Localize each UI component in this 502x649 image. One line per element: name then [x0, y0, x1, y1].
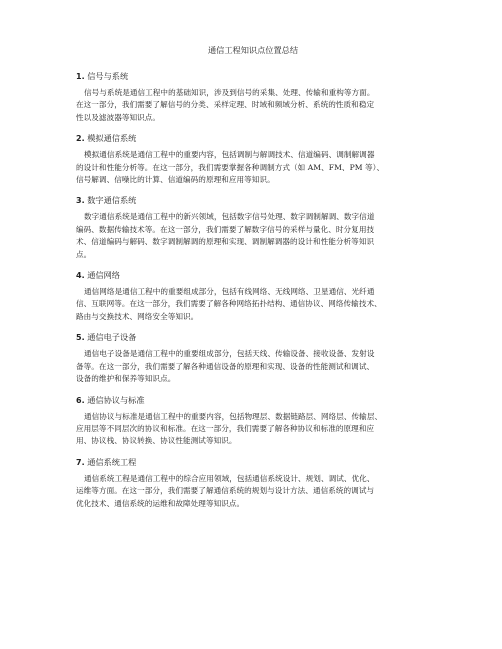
section-body	[76, 149, 430, 186]
body-line: 数字通信系统是通信工程中的新兴领域，包括数字信号处理、数字调制解调、数字信道	[84, 212, 375, 222]
section-number: 2.	[76, 134, 85, 144]
section-heading-text: 通信协议与标准	[87, 394, 145, 405]
section-heading-text: 信号与系统	[87, 71, 129, 81]
section-body	[76, 473, 430, 510]
body-line: 优化技术、通信系统的运维和故障处理等知识点。	[76, 498, 245, 508]
section-communication-networks	[76, 269, 430, 323]
section-number: 7.	[76, 457, 85, 467]
section-heading-text: 模拟通信系统	[87, 133, 137, 144]
body-line: 信号与系统是通信工程中的基础知识，涉及到信号的采集、处理、传输和重构等方面。	[84, 88, 375, 97]
body-line: 信、互联网等。在这一部分，我们需要了解各种网络拓扑结构、通信协议、网络传输技术、	[76, 299, 382, 309]
section-heading-text: 通信网络	[87, 270, 120, 281]
body-line: 用、协议栈、协议转换、协议性能测试等知识。	[76, 436, 237, 446]
section-body	[76, 87, 430, 124]
body-line: 路由与交换技术、网络安全等知识。	[76, 311, 199, 321]
body-line: 通信系统工程是通信工程中的综合应用领域，包括通信系统设计、规划、调试、优化、	[84, 473, 375, 483]
section-body	[76, 348, 430, 385]
body-line: 模拟通信系统是通信工程中的重要内容，包括调制与解调技术、信道编码、调制解调器	[84, 150, 375, 160]
section-body	[76, 211, 430, 261]
section-heading-text: 数字通信系统	[87, 195, 137, 206]
section-heading	[76, 394, 430, 407]
body-line: 性以及滤波器等知识点。	[76, 112, 161, 122]
body-line: 备等。在这一部分，我们需要了解各种通信设备的原理和实现、设备的性能测试和调试、	[76, 361, 375, 371]
body-line: 应用层等不同层次的协议和标准。在这一部分，我们需要了解各种协议和标准的原理和应	[76, 423, 375, 433]
body-line: 术、信道编码与解码、数字调制解调的原理和实现、调制解调器的设计和性能分析等知识	[76, 237, 375, 247]
section-heading-text: 通信系统工程	[87, 456, 137, 467]
section-digital-communication	[76, 194, 430, 261]
section-number: 3.	[76, 196, 85, 206]
body-line: 设备的维护和保养等知识点。	[76, 374, 176, 384]
section-heading	[76, 456, 430, 469]
body-line: 通信协议与标准是通信工程中的重要内容，包括物理层、数据链路层、网络层、传输层、	[84, 411, 383, 421]
body-line: 在这一部分，我们需要了解信号的分类、采样定理、时域和频域分析、系统的性质和稳定	[76, 100, 375, 110]
section-systems-engineering	[76, 456, 430, 510]
section-body	[76, 286, 430, 323]
body-line: 编码、数据传输技术等。在这一部分，我们需要了解数字信号的采样与量化、时分复用技	[76, 224, 375, 234]
section-signals-systems	[76, 70, 430, 124]
section-heading	[76, 132, 430, 145]
body-line: 通信网络是通信工程中的重要组成部分，包括有线网络、无线网络、卫星通信、光纤通	[84, 287, 375, 297]
section-body	[76, 411, 430, 448]
body-line: 信号解调、信噪比的计算、信道编码的原理和应用等知识。	[76, 175, 275, 185]
section-heading	[76, 269, 430, 282]
section-heading	[76, 70, 430, 83]
section-protocols-standards	[76, 394, 430, 448]
body-line: 运维等方面。在这一部分，我们需要了解通信系统的规划与设计方法、通信系统的调试与	[76, 486, 375, 496]
body-line: 点。	[76, 249, 92, 259]
section-heading	[76, 194, 430, 207]
section-communication-equipment	[76, 331, 430, 385]
document-title: 通信工程知识点位置总结	[207, 45, 299, 55]
section-heading	[76, 331, 430, 344]
section-number: 5.	[76, 333, 85, 343]
section-heading-text: 通信电子设备	[87, 332, 137, 343]
body-line: 通信电子设备是通信工程中的重要组成部分，包括天线、传输设备、接收设备、发射设	[84, 349, 375, 359]
section-number: 1.	[76, 72, 85, 81]
section-number: 4.	[76, 271, 85, 281]
body-line: 的设计和性能分析等。在这一部分，我们需要掌握各种调制方式（如 AM、FM、PM 等）、	[76, 162, 385, 172]
section-number: 6.	[76, 395, 85, 405]
section-analog-communication	[76, 132, 430, 186]
